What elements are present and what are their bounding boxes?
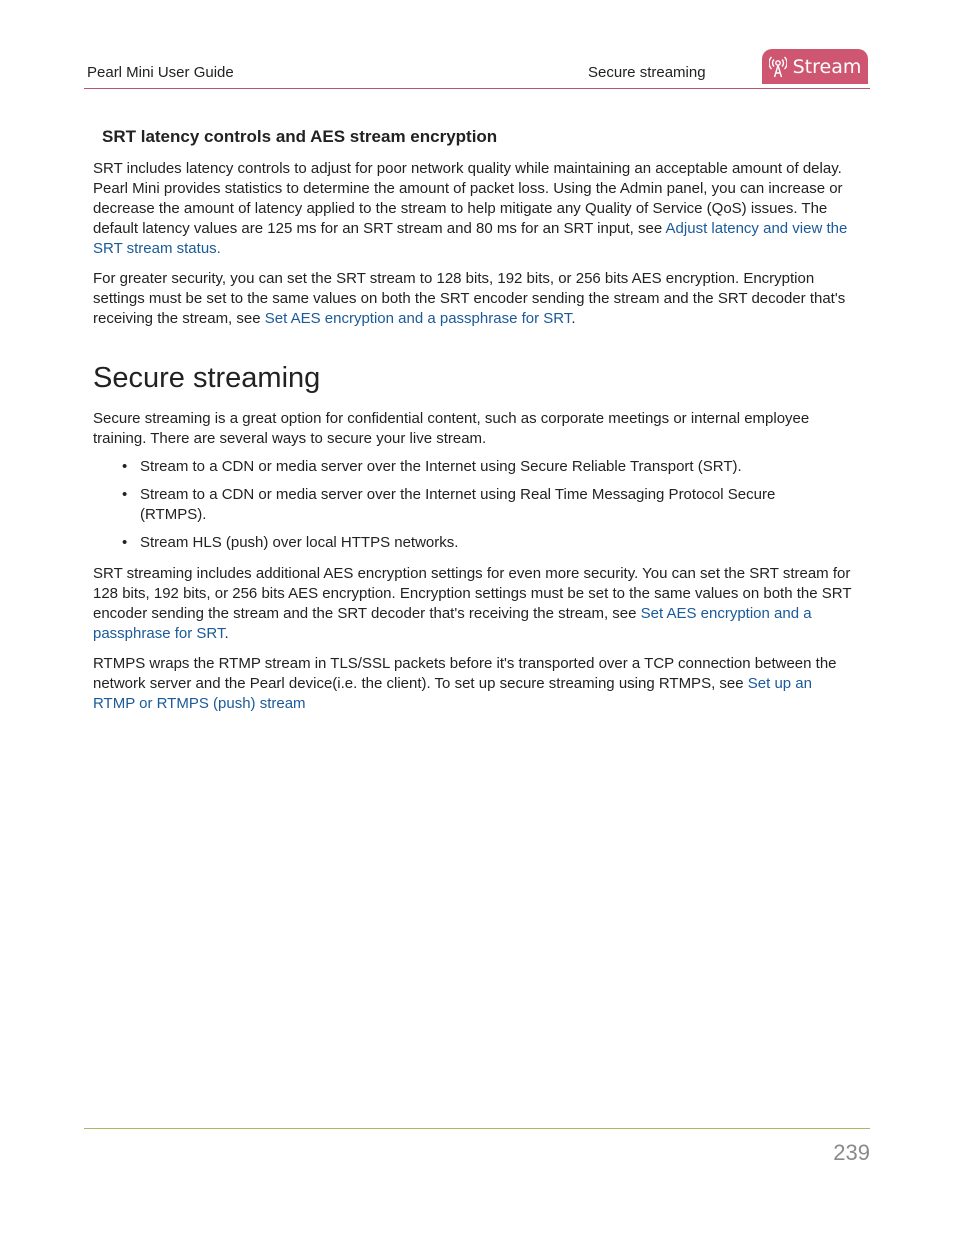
bullet-dot: •: [122, 486, 128, 503]
bullet-dot: •: [122, 534, 128, 551]
page-number: 239: [833, 1140, 870, 1165]
list-item-text: Stream to a CDN or media server over the Internet using Real Time Messaging Protocol Secure (RTMPS).: [140, 486, 776, 523]
srt-latency-paragraph: [93, 159, 857, 259]
srt-streaming-text: SRT streaming includes additional AES encryption settings for even more security. You can set the SRT stream for 128 bits, 192 bits, or 256 bits AES encryption. Encryption settings must be set to the same values on both the SRT encoder sending the stream and the SRT decoder that's receiving the stream, see: [93, 565, 852, 622]
rtmps-text: RTMPS wraps the RTMP stream in TLS/SSL packets before it's transported over a TCP connection between the network server and the Pearl device(i.e. the client). To set up secure streaming using RTMPS, see: [93, 655, 837, 692]
list-item: [119, 485, 840, 525]
stream-badge-label: Stream: [792, 55, 862, 78]
bullet-dot: •: [122, 458, 128, 475]
srt-streaming-end: .: [224, 625, 229, 642]
stream-badge: [762, 49, 868, 84]
secure-streaming-heading: Secure streaming: [93, 362, 321, 394]
srt-aes-end: .: [571, 310, 576, 327]
srt-aes-paragraph: [93, 269, 857, 329]
section-title: Secure streaming: [588, 64, 706, 81]
srt-aes-text: For greater security, you can set the SRT stream to 128 bits, 192 bits, or 256 bits AES encryption. Encryption settings must be set to the same values on both the SRT encoder sending the stream and the SRT decoder that's receiving the stream, see: [93, 270, 846, 327]
set-aes-link-1[interactable]: Set AES encryption and a passphrase for SRT: [264, 310, 572, 327]
broadcast-antenna-icon: [769, 55, 787, 79]
set-aes-link-2[interactable]: Set AES encryption and a passphrase for SRT: [93, 605, 812, 642]
rtmps-setup-link[interactable]: Set up an RTMP or RTMPS (push) stream: [93, 675, 812, 712]
srt-latency-heading: SRT latency controls and AES stream encryption: [102, 127, 498, 146]
secure-intro-paragraph: Secure streaming is a great option for confidential content, such as corporate meetings or internal employee training. There are several ways to secure your live stream.: [93, 410, 810, 447]
list-item: [119, 457, 840, 477]
adjust-latency-link[interactable]: Adjust latency and view the SRT stream status.: [93, 220, 848, 257]
list-item-text: Stream HLS (push) over local HTTPS networks.: [140, 534, 459, 551]
page-header: [84, 48, 870, 89]
list-item-text: Stream to a CDN or media server over the Internet using Secure Reliable Transport (SRT).: [140, 458, 742, 475]
footer-divider: [84, 1128, 870, 1129]
list-item: [119, 533, 840, 553]
srt-latency-text: SRT includes latency controls to adjust for poor network quality while maintaining an acceptable amount of delay. Pearl Mini provides statistics to determine the amount of packet loss. Using the Admin panel, you can increase or decrease the amount of latency applied to the stream to help mitigate any Quality of Service (QoS) issues. The default latency values are 125 ms for an SRT stream and 80 ms for an SRT input, see: [93, 160, 843, 237]
rtmps-paragraph: [93, 654, 857, 714]
srt-streaming-paragraph: [93, 564, 857, 644]
guide-title: Pearl Mini User Guide: [87, 64, 234, 81]
